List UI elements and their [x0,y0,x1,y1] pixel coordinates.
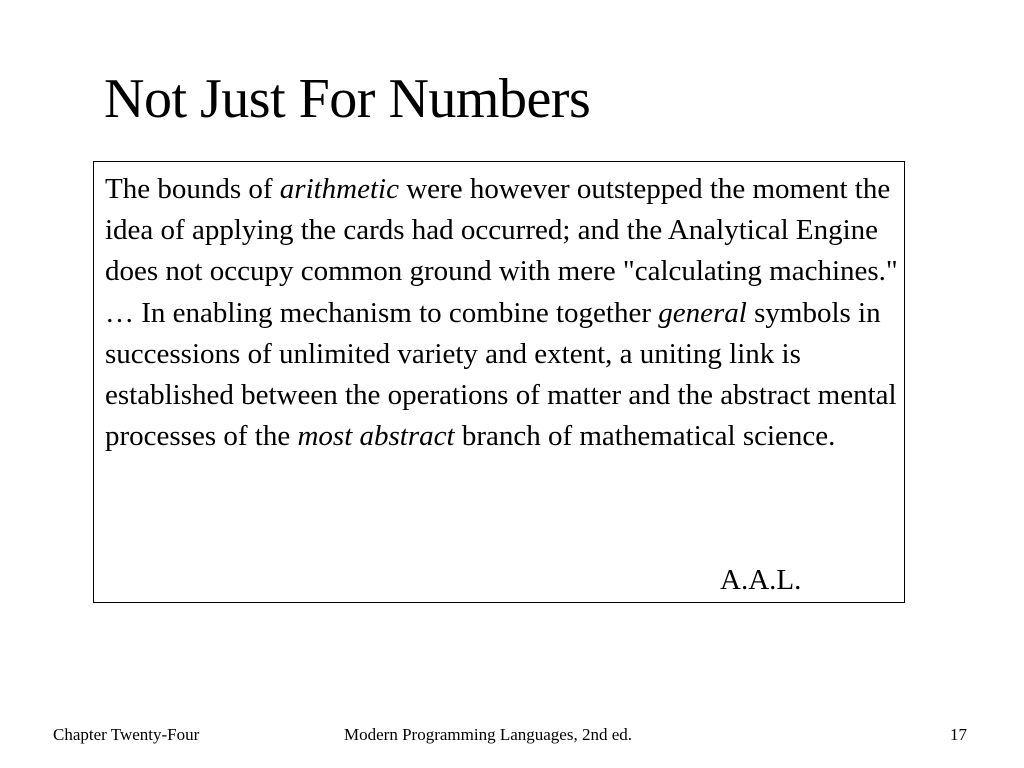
slide-title: Not Just For Numbers [104,68,591,130]
quote-emphasis-general: general [658,296,747,329]
quote-segment: branch of mathematical science. [454,420,836,453]
quote-box [93,161,905,603]
quote-text [105,169,900,457]
footer-book-title: Modern Programming Languages, 2nd ed. [344,725,632,744]
footer-page-number: 17 [950,725,967,744]
quote-segment: were however outstepped the moment the idea of applying the cards had occurred; and the Analytical Engine does not occupy common ground with mere "calculating machines." … In enabling mechanism to combine together [105,173,898,329]
quote-emphasis-most-abstract: most abstract [297,420,455,453]
quote-emphasis-arithmetic: arithmetic [279,173,399,205]
quote-segment: symbols in successions of unlimited variety and extent, a uniting link is established between the operations of matter and the abstract mental processes of the [105,296,897,453]
quote-attribution: A.A.L. [720,564,802,596]
footer-chapter: Chapter Twenty-Four [53,725,200,744]
quote-segment: The bounds of [105,173,280,205]
